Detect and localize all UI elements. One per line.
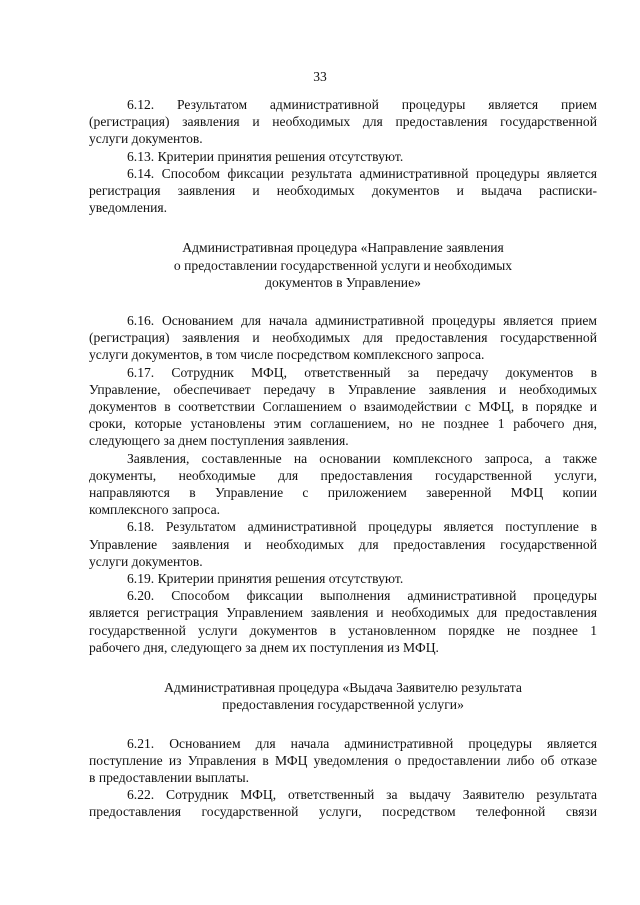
paragraph-line: услуги документов, в том числе посредством комплексного запроса. [89, 347, 485, 363]
paragraph-line: (регистрация) заявления и необходимых для предоставления государственной [89, 114, 597, 130]
paragraph-line: регистрация заявления и необходимых документов и выдача расписки- [89, 183, 597, 199]
document-body [89, 96, 597, 821]
paragraph-line: (регистрация) заявления и необходимых для предоставления государственной [89, 330, 597, 346]
paragraph-line: 6.13. Критерии принятия решения отсутствуют. [127, 148, 404, 164]
paragraph-6-16 [89, 312, 597, 364]
paragraph-line: 6.19. Критерии принятия решения отсутствуют. [127, 571, 404, 587]
paragraph-line: Управление, обеспечивает передачу в Управление заявления и необходимых [89, 381, 597, 397]
heading-line: Административная процедура «Направление заявления [182, 240, 504, 256]
paragraph-line: 6.20. Способом фиксации выполнения административной процедуры [127, 588, 597, 604]
paragraph-line: документов в соответствии Соглашением о взаимодействии с МФЦ, в порядке и [89, 399, 597, 415]
heading-line: Административная процедура «Выдача Заявителю результата [164, 680, 522, 696]
paragraph-line: документы, необходимые для предоставления государственной услуги, [89, 467, 597, 483]
paragraph-complex-request [89, 450, 597, 519]
paragraph-6-12 [89, 96, 597, 148]
paragraph-6-13 [89, 148, 597, 165]
heading-line: документов в Управление» [265, 274, 421, 290]
paragraph-line: сроки, которые установлены этим соглашением, но не позднее 1 рабочего дня, [89, 416, 597, 432]
heading-line: о предоставлении государственной услуги и необходимых [173, 257, 513, 273]
paragraph-line: рабочего дня, следующего за днем их поступления из МФЦ. [89, 639, 439, 655]
paragraph-line: следующего за днем поступления заявления. [89, 433, 349, 449]
paragraph-line: услуги документов. [89, 553, 203, 569]
paragraph-line: является регистрация Управлением заявления и необходимых для предоставления [89, 605, 597, 621]
paragraph-line: 6.12. Результатом административной процедуры является прием [127, 97, 597, 112]
section-heading-issuing-result [89, 679, 597, 713]
paragraph-6-17 [89, 364, 597, 450]
paragraph-6-14 [89, 165, 597, 217]
paragraph-line: 6.21. Основанием для начала административной процедуры является [127, 735, 597, 751]
paragraph-6-21 [89, 735, 597, 787]
heading-line: предоставления государственной услуги» [222, 697, 464, 713]
paragraph-line: в предоставлении выплаты. [89, 769, 250, 785]
paragraph-line: 6.16. Основанием для начала административной процедуры является прием [127, 313, 597, 329]
paragraph-line: 6.22. Сотрудник МФЦ, ответственный за выдачу Заявителю результата [127, 787, 597, 803]
paragraph-6-22 [89, 786, 597, 820]
paragraph-line: 6.14. Способом фиксации результата административной процедуры является [127, 165, 597, 181]
section-heading-sending-application [89, 239, 597, 291]
paragraph-line: 6.17. Сотрудник МФЦ, ответственный за передачу документов в [127, 364, 597, 380]
paragraph-line: услуги документов. [89, 131, 203, 147]
paragraph-6-20 [89, 587, 597, 656]
paragraph-line: уведомления. [89, 200, 168, 216]
paragraph-line: 6.18. Результатом административной процедуры является поступление в [127, 519, 597, 535]
paragraph-line: государственной услуги документов в установленном порядке не позднее 1 [89, 622, 597, 638]
paragraph-line: Управление заявления и необходимых для предоставления государственной [89, 536, 597, 552]
paragraph-line: предоставления государственной услуги, посредством телефонной связи [89, 804, 597, 820]
paragraph-line: поступление из Управления в МФЦ уведомления о предоставлении либо об отказе [89, 752, 597, 768]
paragraph-line: направляются в Управление с приложением заверенной МФЦ копии [89, 485, 597, 501]
paragraph-line: Заявления, составленные на основании комплексного запроса, а также [127, 450, 597, 466]
page-number: 33 [313, 69, 327, 84]
paragraph-line: комплексного запроса. [89, 502, 221, 518]
paragraph-6-18 [89, 518, 597, 570]
paragraph-6-19 [89, 570, 597, 587]
